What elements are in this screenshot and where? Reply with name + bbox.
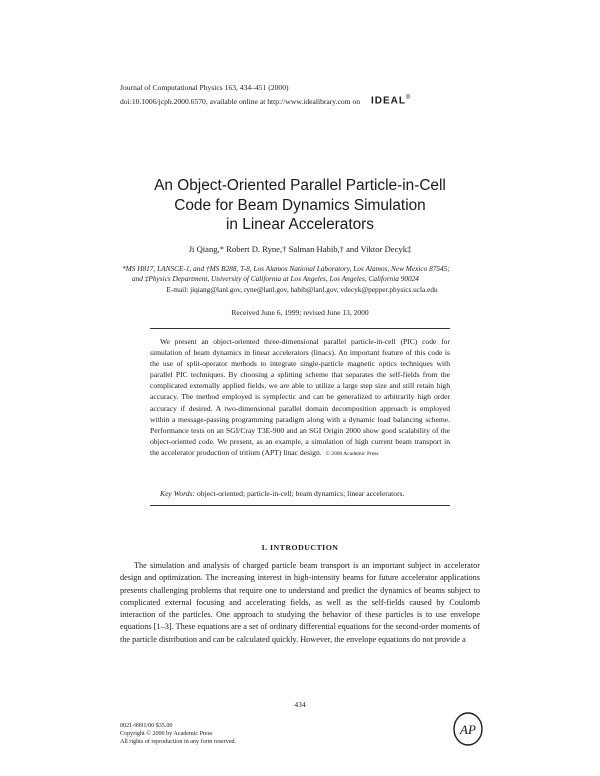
title-line: in Linear Accelerators — [226, 216, 374, 233]
affiliation-line-1: *MS H817, LANSCE-1, and †MS B288, T-8, Los Alamos National Laboratory, Los Alamos, New Mexico 87545; — [122, 264, 450, 273]
intro-paragraph: The simulation and analysis of charged particle beam transport is an important subject in accelerator design and optimization. The increasing interest in high-intensity beams for future accelerator applications presents challenging problems that require one to understand and predict the dynamics of beams subject to complicated external focusing and accelerating fields, as well as the self-fields caused by Coulomb interaction of the particles. One approach to studying the behavior of these particles is to use envelope equations [1–3]. These equations are a set of ordinary differential equations for the second-order moments of the particle distribution and can be calculated quickly. However, the envelope equations do not provide a — [120, 561, 480, 644]
abstract-bottom-rule — [150, 505, 450, 506]
received-dates: Received June 6, 1999; revised June 13, 2000 — [231, 308, 369, 317]
affiliations — [122, 264, 482, 285]
author-list: Ji Qiang,* Robert D. Ryne,† Salman Habib,† and Viktor Decyk‡ — [188, 244, 412, 254]
abstract — [150, 336, 450, 460]
abstract-copyright: © 2000 Academic Press — [325, 450, 379, 457]
author-emails: E-mail: jiqiang@lanl.gov, ryne@lanl.gov, habib@lanl.gov, vdecyk@pepper.physics.ucla.edu — [166, 285, 438, 294]
doi-line: doi:10.1006/jcph.2000.6570, available online at http://www.idealibrary.com on — [120, 97, 361, 106]
publisher-logo-text: AP — [460, 722, 476, 737]
issn-price: 0021-9991/00 $35.00 — [120, 723, 173, 729]
keywords-label: Key Words: — [160, 489, 196, 498]
affiliation-line-2: and ‡Physics Department, University of California at Los Angeles, Los Angeles, California 90024 — [132, 274, 419, 284]
title-line: An Object-Oriented Parallel Particle-in-Cell — [154, 177, 446, 194]
abstract-text: We present an object-oriented three-dimensional parallel particle-in-cell (PIC) code for simulation of beam dynamics in linear accelerators (linacs). An important feature of this code is the use of split-operator methods to integrate single-particle magnetic optics techniques with parallel PIC techniques. By choosing a splitting scheme that separates the self-fields from the complicated externally applied fields, we are able to utilize a large step size and still retain high accuracy. The method employed is symplectic and can be generalized to arbitrarily high order accuracy if desired. A two-dimensional parallel domain decomposition approach is employed within a message-passing programming paradigm along with a dynamic load balancing scheme. Performance tests on an SGI/Cray T3E-900 and an SGI Origin 2000 show good scalability of the object-oriented code. We present, as an example, a simulation of high current beam transport in the accelerator production of tritium (APT) linac design. — [150, 337, 450, 457]
rights-line: All rights of reproduction in any form reserved. — [120, 739, 237, 745]
copyright-footer — [120, 722, 236, 746]
ideal-logo-text: IDEAL — [371, 95, 406, 107]
section-heading: I. INTRODUCTION — [261, 543, 339, 552]
abstract-top-rule — [150, 328, 450, 329]
paper-title — [100, 176, 500, 235]
academic-press-logo — [452, 711, 484, 747]
title-line: Code for Beam Dynamics Simulation — [174, 196, 426, 214]
keywords-text: object-oriented; particle-in-cell; beam dynamics; linear accelerators. — [197, 489, 405, 498]
ideal-logo — [371, 95, 411, 106]
registered-mark: ® — [406, 95, 412, 101]
page-number: 434 — [294, 700, 306, 709]
journal-citation: Journal of Computational Physics 163, 434–451 (2000) — [120, 83, 289, 92]
copyright-line: Copyright © 2000 by Academic Press — [120, 731, 213, 737]
keywords — [160, 489, 450, 498]
